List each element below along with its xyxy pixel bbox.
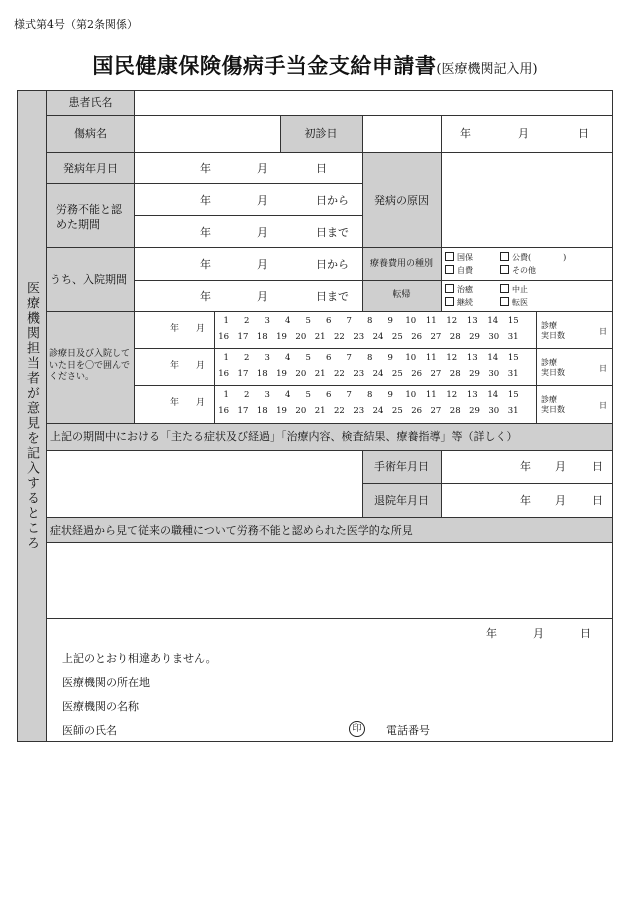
- calendar-day[interactable]: 6: [326, 353, 332, 363]
- calendar-day[interactable]: 12: [446, 390, 458, 400]
- calendar-day[interactable]: 11: [425, 316, 437, 326]
- calendar-day[interactable]: 31: [507, 332, 519, 342]
- calendar-day[interactable]: 7: [346, 316, 352, 326]
- calendar-day[interactable]: 2: [244, 353, 250, 363]
- calendar-year-3: 年: [170, 398, 180, 408]
- calendar-days-row2-1: [214, 332, 523, 342]
- calendar-day[interactable]: 3: [264, 353, 270, 363]
- calendar-day[interactable]: 11: [425, 390, 437, 400]
- calendar-day[interactable]: 28: [449, 369, 461, 379]
- calendar-day[interactable]: 18: [256, 332, 268, 342]
- cost-option-other[interactable]: その他: [500, 265, 536, 276]
- cost-option-kokuho[interactable]: 国保: [445, 252, 473, 263]
- calendar-day[interactable]: 16: [218, 406, 230, 416]
- calendar-month-3: 月: [196, 398, 206, 408]
- inpatient-to-day: 日まで: [316, 290, 349, 303]
- incapacity-from-day: 日から: [316, 194, 349, 207]
- calendar-day[interactable]: 10: [405, 390, 417, 400]
- cert-day: 日: [580, 627, 591, 640]
- outcome-option-cured[interactable]: 治癒: [445, 284, 473, 295]
- patient-name-field[interactable]: [135, 91, 612, 115]
- actual-days-label-2: 診療 実日数: [541, 358, 565, 377]
- calendar-day[interactable]: 21: [314, 406, 326, 416]
- calendar-day[interactable]: 8: [367, 353, 373, 363]
- calendar-day[interactable]: 10: [405, 316, 417, 326]
- calendar-day[interactable]: 9: [387, 316, 393, 326]
- inpatient-to-month: 月: [257, 290, 268, 303]
- first-visit-month: 月: [518, 127, 529, 140]
- surgery-year: 年: [520, 460, 531, 473]
- calendar-day[interactable]: 23: [353, 332, 365, 342]
- calendar-day[interactable]: 9: [387, 390, 393, 400]
- calendar-day[interactable]: 13: [466, 316, 478, 326]
- inpatient-from-month: 月: [257, 258, 268, 271]
- disease-name-label: 傷病名: [74, 127, 107, 140]
- calendar-day[interactable]: 1: [223, 390, 229, 400]
- calendar-day[interactable]: 25: [391, 406, 403, 416]
- calendar-day[interactable]: 29: [469, 406, 480, 416]
- incapacity-label: 労務不能と認めた期間: [56, 203, 122, 231]
- first-visit-year: 年: [460, 127, 471, 140]
- incapacity-to-day: 日まで: [316, 226, 349, 239]
- outcome-option-transferred[interactable]: 転医: [500, 297, 528, 308]
- inpatient-to-year: 年: [200, 290, 211, 303]
- first-visit-day: 日: [578, 127, 589, 140]
- onset-day: 日: [316, 162, 327, 175]
- calendar-day[interactable]: 30: [488, 406, 500, 416]
- calendar-day[interactable]: 16: [218, 369, 230, 379]
- calendar-day[interactable]: 15: [507, 353, 519, 363]
- calendar-day[interactable]: 17: [237, 332, 249, 342]
- actual-days-unit-1: 日: [599, 327, 607, 336]
- calendar-day[interactable]: 3: [264, 316, 270, 326]
- calendar-day[interactable]: 7: [346, 390, 352, 400]
- side-label: 医療機関担当者が意見を記入するところ: [24, 281, 39, 551]
- surgery-month: 月: [555, 460, 566, 473]
- calendar-days-2: [216, 353, 524, 363]
- calendar-day[interactable]: 29: [469, 332, 480, 342]
- actual-days-unit-3: 日: [599, 401, 607, 410]
- calendar-day[interactable]: 12: [446, 316, 458, 326]
- calendar-day[interactable]: 22: [334, 406, 345, 416]
- calendar-day[interactable]: 1: [223, 316, 229, 326]
- calendar-day[interactable]: 10: [405, 353, 417, 363]
- calendar-day[interactable]: 18: [256, 369, 268, 379]
- calendar-day[interactable]: 16: [218, 332, 230, 342]
- calendar-day[interactable]: 6: [326, 390, 332, 400]
- findings-field[interactable]: [47, 543, 612, 618]
- calendar-day[interactable]: 27: [430, 369, 442, 379]
- calendar-day[interactable]: 5: [305, 353, 311, 363]
- outcome-option-stopped[interactable]: 中止: [500, 284, 528, 295]
- discharge-year: 年: [520, 494, 531, 507]
- calendar-day[interactable]: 20: [295, 406, 307, 416]
- incapacity-from-month: 月: [257, 194, 268, 207]
- calendar-day[interactable]: 23: [353, 406, 365, 416]
- first-visit-label: 初診日: [304, 127, 338, 140]
- calendar-day[interactable]: 20: [295, 332, 307, 342]
- calendar-day[interactable]: 4: [285, 390, 291, 400]
- onset-month: 月: [257, 162, 268, 175]
- calendar-day[interactable]: 24: [372, 406, 384, 416]
- incapacity-to-month: 月: [257, 226, 268, 239]
- calendar-day[interactable]: 7: [346, 353, 352, 363]
- calendar-day[interactable]: 18: [256, 406, 268, 416]
- address-label: 医療機関の所在地: [62, 676, 150, 689]
- incapacity-to-year: 年: [200, 226, 211, 239]
- onset-cause-field[interactable]: [442, 153, 612, 247]
- calendar-day[interactable]: 14: [487, 316, 499, 326]
- phone-label: 電話番号: [386, 724, 430, 737]
- surgery-day: 日: [592, 460, 603, 473]
- calendar-day[interactable]: 22: [334, 369, 345, 379]
- calendar-day[interactable]: 17: [237, 369, 249, 379]
- discharge-month: 月: [555, 494, 566, 507]
- calendar-day[interactable]: 5: [305, 316, 311, 326]
- calendar-day[interactable]: 4: [285, 353, 291, 363]
- calendar-day[interactable]: 3: [264, 390, 270, 400]
- calendar-day[interactable]: 23: [353, 369, 365, 379]
- calendar-day[interactable]: 13: [466, 390, 478, 400]
- surgery-date-label: 手術年月日: [374, 460, 429, 473]
- cost-type-label: 療養費用の種別: [369, 259, 433, 269]
- calendar-day[interactable]: 9: [387, 353, 393, 363]
- calendar-day[interactable]: 2: [244, 316, 250, 326]
- calendar-days-1: [216, 316, 524, 326]
- incapacity-from-year: 年: [200, 194, 211, 207]
- form-number: 様式第4号（第2条関係）: [14, 18, 138, 31]
- inpatient-from-day: 日から: [316, 258, 349, 271]
- calendar-day[interactable]: 2: [244, 390, 250, 400]
- confirm-text: 上記のとおり相違ありません。: [62, 652, 217, 665]
- calendar-day[interactable]: 15: [507, 390, 519, 400]
- title-main: 国民健康保険傷病手当金支給申請書: [92, 53, 437, 78]
- calendar-day[interactable]: 19: [276, 369, 287, 379]
- symptoms-field[interactable]: [47, 451, 361, 517]
- doctor-label: 医師の氏名: [62, 724, 117, 737]
- calendar-day[interactable]: 22: [334, 332, 345, 342]
- calendar-day[interactable]: 21: [314, 332, 326, 342]
- outcome-label: 転帰: [392, 290, 411, 300]
- calendar-day[interactable]: 25: [391, 369, 403, 379]
- calendar-month-2: 月: [196, 361, 206, 371]
- symptoms-header: 上記の期間中における「主たる症状及び経過」「治療内容、検査結果、療養指導」等（詳しく）: [50, 430, 518, 443]
- calendar-day[interactable]: 1: [223, 353, 229, 363]
- actual-days-label-1: 診療 実日数: [541, 321, 565, 340]
- calendar-day[interactable]: 14: [487, 390, 499, 400]
- calendar-day[interactable]: 8: [367, 316, 373, 326]
- calendar-day[interactable]: 21: [314, 369, 326, 379]
- calendar-day[interactable]: 19: [276, 406, 287, 416]
- calendar-day[interactable]: 12: [446, 353, 458, 363]
- onset-year: 年: [200, 162, 211, 175]
- calendar-days-row2-2: [214, 369, 523, 379]
- calendar-day[interactable]: 29: [469, 369, 480, 379]
- form-title: [0, 50, 630, 80]
- calendar-days-3: [216, 390, 524, 400]
- calendar-day[interactable]: 8: [367, 390, 373, 400]
- calendar-day[interactable]: 27: [430, 406, 442, 416]
- patient-name-label: 患者氏名: [68, 96, 113, 109]
- calendar-day[interactable]: 17: [237, 406, 249, 416]
- calendar-day[interactable]: 30: [488, 369, 500, 379]
- actual-days-unit-2: 日: [599, 364, 607, 373]
- calendar-days-row2-3: [214, 406, 523, 416]
- visit-days-label: 診療日及び入院していた日を〇で囲んでください。: [49, 349, 131, 383]
- discharge-day: 日: [592, 494, 603, 507]
- calendar-day[interactable]: 14: [487, 353, 499, 363]
- calendar-day[interactable]: 26: [411, 332, 423, 342]
- calendar-day[interactable]: 26: [411, 406, 423, 416]
- calendar-day[interactable]: 26: [411, 369, 423, 379]
- calendar-year-1: 年: [170, 324, 180, 334]
- calendar-day[interactable]: 31: [507, 406, 519, 416]
- calendar-day[interactable]: 28: [449, 332, 461, 342]
- cost-option-kouhi[interactable]: 公費( ): [500, 252, 566, 263]
- institution-label: 医療機関の名称: [62, 700, 139, 713]
- cost-option-jihi[interactable]: 自費: [445, 265, 473, 276]
- calendar-day[interactable]: 15: [507, 316, 519, 326]
- calendar-year-2: 年: [170, 361, 180, 371]
- calendar-day[interactable]: 30: [488, 332, 500, 342]
- outcome-option-continued[interactable]: 継続: [445, 297, 473, 308]
- inpatient-from-year: 年: [200, 258, 211, 271]
- calendar-day[interactable]: 20: [295, 369, 307, 379]
- onset-date-label: 発病年月日: [63, 162, 118, 175]
- cert-month: 月: [533, 627, 544, 640]
- calendar-day[interactable]: 11: [425, 353, 437, 363]
- calendar-day[interactable]: 5: [305, 390, 311, 400]
- calendar-day[interactable]: 24: [372, 369, 384, 379]
- calendar-day[interactable]: 31: [507, 369, 519, 379]
- discharge-date-label: 退院年月日: [374, 494, 429, 507]
- title-sub: (医療機関記入用): [436, 62, 538, 77]
- findings-header: 症状経過から見て従来の職種について労務不能と認められた医学的な所見: [50, 524, 413, 537]
- inpatient-label: うち、入院期間: [50, 273, 127, 286]
- calendar-day[interactable]: 25: [391, 332, 403, 342]
- calendar-day[interactable]: 4: [285, 316, 291, 326]
- disease-name-field[interactable]: [135, 116, 279, 152]
- calendar-day[interactable]: 13: [466, 353, 478, 363]
- calendar-day[interactable]: 19: [276, 332, 287, 342]
- calendar-day[interactable]: 24: [372, 332, 384, 342]
- seal-mark: 印: [349, 721, 365, 737]
- calendar-day[interactable]: 6: [326, 316, 332, 326]
- actual-days-label-3: 診療 実日数: [541, 395, 565, 414]
- calendar-month-1: 月: [196, 324, 206, 334]
- onset-cause-label: 発病の原因: [374, 194, 429, 207]
- cert-year: 年: [486, 627, 497, 640]
- calendar-day[interactable]: 28: [449, 406, 461, 416]
- calendar-day[interactable]: 27: [430, 332, 442, 342]
